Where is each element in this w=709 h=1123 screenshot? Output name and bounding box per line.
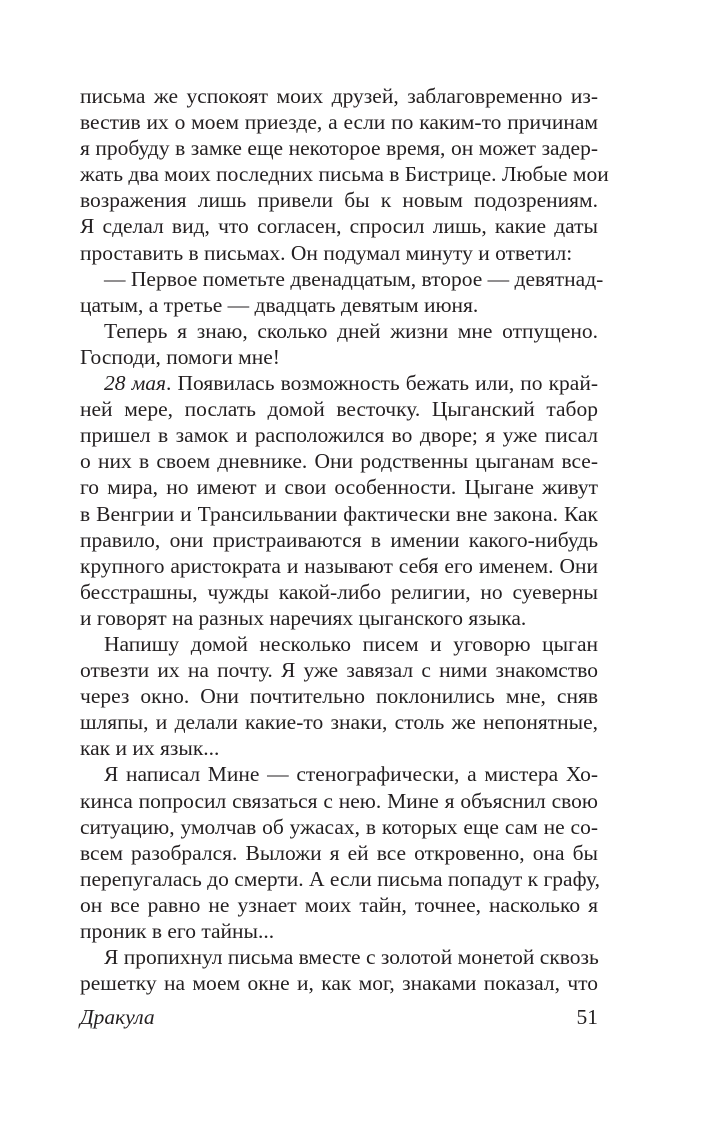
text-line: Я пропихнул письма вместе с золотой монетой сквозь: [104, 945, 599, 970]
text-line: Напишу домой несколько писем и уговорю цыган: [104, 631, 598, 656]
text-line: кинса попросил связаться с нею. Мине я объяснил свою: [80, 788, 598, 813]
text-line: бесстрашны, чужды какой-либо религии, но суеверны: [80, 579, 598, 604]
paragraph: [80, 83, 609, 266]
text-line: письма же успокоят моих друзей, заблаговременно из-: [80, 84, 598, 108]
paragraph: [80, 761, 598, 944]
text-line: возражения лишь привели бы к новым подозрениям.: [80, 188, 598, 213]
text-line: ситуацию, умолчав об ужасах, в которых еще сам не со-: [80, 814, 598, 839]
text-line: жать два моих последних письма в Бистрице. Любые мои: [80, 162, 609, 187]
text-line: [80, 370, 598, 396]
book-title: Дракула: [80, 1005, 155, 1029]
text-line: я пробуду в замке еще некоторое время, он может задер-: [80, 136, 598, 161]
text-line: о них в своем дневнике. Они родственны цыганам все-: [80, 449, 598, 474]
text-line: цатым, а третье — двадцать девятым июня.: [80, 292, 479, 317]
text-line: вестив их о моем приезде, а если по каким-то причинам: [80, 110, 598, 135]
running-footer: [80, 1004, 598, 1030]
entry-date: 28 мая: [104, 371, 167, 396]
text-line: он все равно не узнает моих тайн, точнее, насколько я: [80, 892, 598, 917]
text-line: ней мере, послать домой весточку. Цыганский табор: [80, 397, 598, 422]
text-line: шляпы, и делали какие-то знаки, столь же непонятные,: [80, 710, 598, 735]
text-line: и говорят на разных наречиях цыганского языка.: [80, 605, 527, 630]
text-line: отвезти их на почту. Я уже завязал с ними знакомство: [80, 658, 598, 683]
text-line: проник в его тайны...: [80, 919, 275, 943]
text-line: — Первое пометьте двенадцатым, второе — девятнад-: [104, 266, 604, 291]
text-line: как и их язык...: [80, 736, 220, 761]
text-line: Теперь я знаю, сколько дней жизни мне отпущено.: [104, 318, 598, 343]
text-line: Я сделал вид, что согласен, спросил лишь, какие даты: [80, 214, 598, 239]
paragraph-dated-entry: [80, 370, 598, 631]
text-line: крупного аристократа и называют себя его именем. Они: [80, 553, 598, 578]
text-line: проставить в письмах. Он подумал минуту и ответил:: [80, 240, 573, 265]
text-line: Я написал Мине — стенографически, а мистера Хо-: [104, 762, 598, 787]
paragraph: [80, 266, 604, 318]
body-text: [80, 83, 609, 996]
paragraph: [80, 944, 598, 996]
paragraph: [80, 631, 598, 761]
text-line: через окно. Они почтительно поклонились мне, сняв: [80, 684, 598, 709]
text-line: всем разобрался. Выложи я ей все откровенно, она бы: [80, 840, 598, 865]
text-line-rest: . Появилась возможность бежать или, по край-: [166, 371, 598, 396]
text-line: правило, они пристраиваются в имении какого-нибудь: [80, 527, 598, 552]
page-number: 51: [576, 1005, 598, 1029]
text-line: пришел в замок и расположился во дворе; я уже писал: [80, 423, 598, 448]
text-line: го мира, но имеют и свои особенности. Цыгане живут: [80, 475, 598, 500]
paragraph: [80, 318, 598, 370]
text-line: в Венгрии и Трансильвании фактически вне закона. Как: [80, 501, 598, 526]
text-line: решетку на моем окне и, как мог, знаками показал, что: [80, 971, 598, 996]
text-line: перепугалась до смерти. А если письма попадут к графу,: [80, 866, 600, 891]
text-line: Господи, помоги мне!: [80, 344, 280, 369]
